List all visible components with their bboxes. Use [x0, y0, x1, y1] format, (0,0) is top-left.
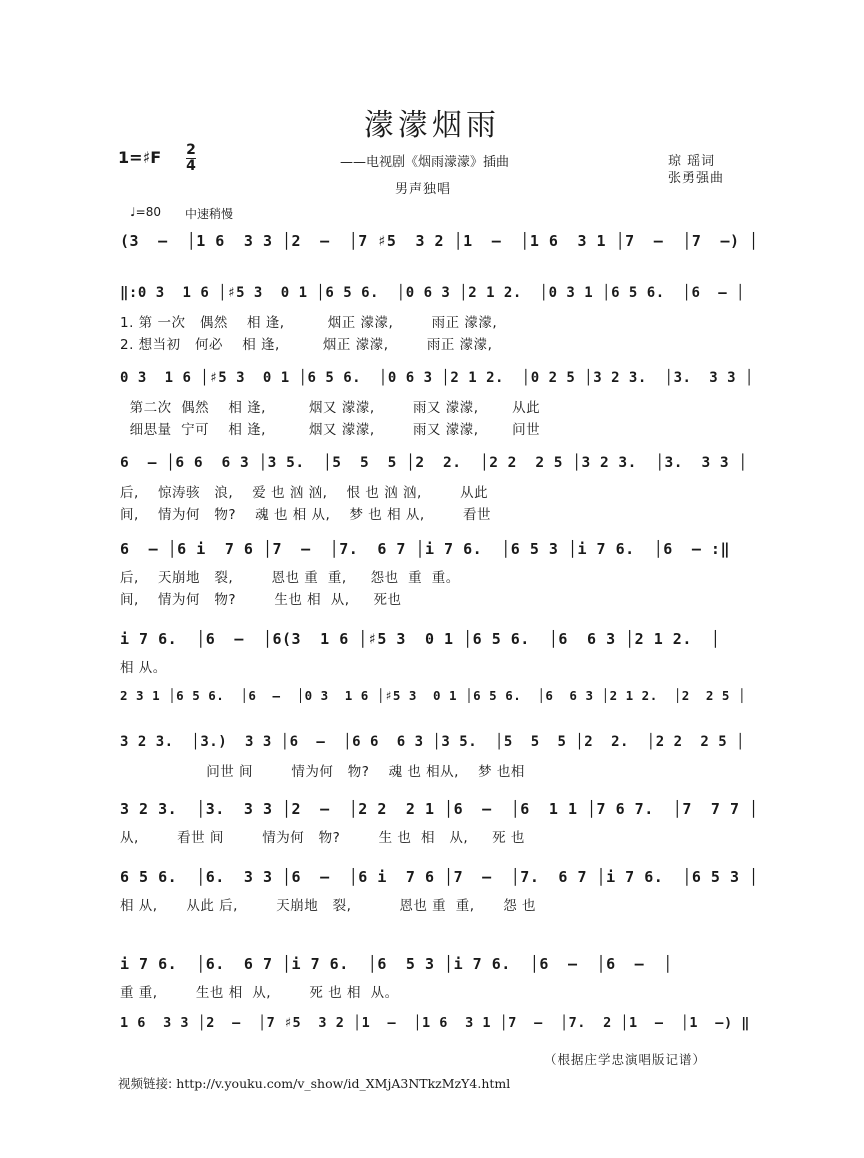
- lyric-line: 2. 想当初 何必 相 逢, 烟正 濛濛, 雨正 濛濛,: [120, 337, 493, 353]
- notation-line: 1 6 3 3 │2 – │7 ♯5 3 2 │1 – │1 6 3 1 │7 – │7. 2 │1 – │1 –) ‖: [120, 1015, 750, 1031]
- notation-line: i 7 6. │6. 6 7 │i 7 6. │6 5 3 │i 7 6. │6 – │6 – │: [120, 955, 673, 973]
- subtitle: ——电视剧《烟雨濛濛》插曲: [340, 155, 510, 170]
- key-signature: 1=♯F: [118, 148, 162, 167]
- lyric-line: 第二次 偶然 相 逢, 烟又 濛濛, 雨又 濛濛, 从此: [120, 400, 541, 416]
- notation-line: 3 2 3. │3. 3 3 │2 – │2 2 2 1 │6 – │6 1 1 │7 6 7. │7 7 7 │: [120, 800, 759, 818]
- video-link[interactable]: [118, 1074, 510, 1092]
- notation-line: i 7 6. │6 – │6(3 1 6 │♯5 3 0 1 │6 5 6. │6 6 3 │2 1 2. │: [120, 630, 721, 648]
- lyric-line: 问世 间 情为何 物? 魂 也 相从, 梦 也相: [120, 764, 525, 780]
- voice-type: 男声独唱: [395, 182, 452, 197]
- lyric-line: 后, 天崩地 裂, 恩也 重 重, 怨也 重 重。: [120, 570, 460, 586]
- tempo-text: 中速稍慢: [185, 207, 234, 221]
- lyric-line: 相 从, 从此 后, 天崩地 裂, 恩也 重 重, 怨 也: [120, 898, 537, 914]
- notation-line: (3 – │1 6 3 3 │2 – │7 ♯5 3 2 │1 – │1 6 3 1 │7 – │7 –) │: [120, 232, 759, 250]
- notation-line: 3 2 3. │3.) 3 3 │6 – │6 6 6 3 │3 5. │5 5 5 │2 2. │2 2 2 5 │: [120, 734, 746, 750]
- lyric-line: 从, 看世 间 情为何 物? 生 也 相 从, 死 也: [120, 830, 525, 846]
- notation-line: 6 – │6 i 7 6 │7 – │7. 6 7 │i 7 6. │6 5 3 │i 7 6. │6 – :‖: [120, 540, 730, 558]
- song-title: 濛濛烟雨: [364, 108, 500, 143]
- source-note: （根据庄学忠演唱版记谱）: [543, 1052, 706, 1067]
- notation-line: 6 – │6 6 6 3 │3 5. │5 5 5 │2 2. │2 2 2 5 │3 2 3. │3. 3 3 │: [120, 455, 748, 471]
- lyric-line: 后, 惊涛骇 浪, 爱 也 汹 汹, 恨 也 汹 汹, 从此: [120, 485, 489, 501]
- notation-line: 2 3 1 │6 5 6. │6 – │0 3 1 6 │♯5 3 0 1 │6 5 6. │6 6 3 │2 1 2. │2 2 5 │: [120, 688, 746, 703]
- lyricist-credit: 琼 瑶词: [668, 154, 716, 169]
- notation-line: 6 5 6. │6. 3 3 │6 – │6 i 7 6 │7 – │7. 6 7 │i 7 6. │6 5 3 │: [120, 868, 759, 886]
- video-label: 视频链接:: [118, 1076, 173, 1091]
- composer-credit: 张勇强曲: [668, 171, 725, 186]
- tempo-mark: ♩=80: [130, 205, 161, 219]
- notation-line: ‖:0 3 1 6 │♯5 3 0 1 │6 5 6. │0 6 3 │2 1 2. │0 3 1 │6 5 6. │6 – │: [120, 285, 746, 301]
- video-url[interactable]: http://v.youku.com/v_show/id_XMjA3NTkzMzY4.html: [176, 1076, 511, 1091]
- lyric-line: 间, 情为何 物? 魂 也 相 从, 梦 也 相 从, 看世: [120, 507, 491, 523]
- lyric-line: 重 重, 生也 相 从, 死 也 相 从。: [120, 985, 399, 1001]
- lyric-line: 间, 情为何 物? 生也 相 从, 死也: [120, 592, 402, 608]
- meter-top: 2: [186, 142, 196, 158]
- time-signature: [186, 144, 196, 173]
- notation-line: 0 3 1 6 │♯5 3 0 1 │6 5 6. │0 6 3 │2 1 2. │0 2 5 │3 2 3. │3. 3 3 │: [120, 370, 754, 386]
- lyric-line: 1. 第 一次 偶然 相 逢, 烟正 濛濛, 雨正 濛濛,: [120, 315, 498, 331]
- meter-bottom: 4: [186, 158, 196, 174]
- lyric-line: 相 从。: [120, 660, 167, 676]
- lyric-line: 细思量 宁可 相 逢, 烟又 濛濛, 雨又 濛濛, 问世: [120, 422, 541, 438]
